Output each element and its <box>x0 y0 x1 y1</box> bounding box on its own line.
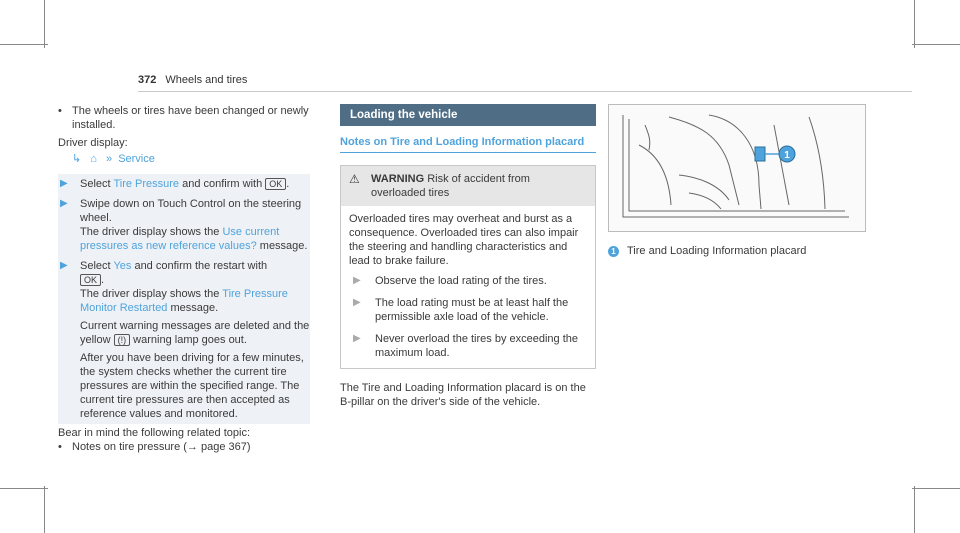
crop-mark <box>44 486 45 533</box>
related-label: Bear in mind the following related topic: <box>58 427 250 439</box>
crop-mark <box>44 0 45 48</box>
step-arrow-icon: ▶ <box>353 275 361 286</box>
column-1 <box>58 104 310 458</box>
bullet-icon: • <box>58 441 62 453</box>
message-use-current: Use current pressures as new reference values? <box>80 226 280 252</box>
nav-path <box>58 152 310 166</box>
related-link[interactable]: Notes on tire pressure (→ page 367) <box>72 441 251 453</box>
crop-mark <box>914 486 915 533</box>
step-arrow-icon: ▶ <box>60 260 68 271</box>
step-3-para: After you have been driving for a few minutes, the system checks whether the current tire pressures are within the specified range. The current tire pressures are then accepted as reference values and monitored. <box>80 352 304 420</box>
ok-key-icon: OK <box>80 274 101 286</box>
nav-chevron-icon: » <box>106 153 113 165</box>
crop-mark <box>0 44 48 45</box>
warning-step: ▶ The load rating must be at least half the permissible axle load of the vehicle. <box>349 290 587 326</box>
home-icon: ⌂ <box>90 153 97 165</box>
step-2: ▶ Swipe down on Touch Control on the steering wheel. The driver display shows the Use current pressures as new reference values? message. <box>58 194 310 256</box>
page-number: 372 <box>138 74 157 86</box>
warning-header <box>341 166 595 206</box>
crop-mark <box>912 488 960 489</box>
page-header <box>138 74 247 86</box>
column-3 <box>608 104 864 258</box>
section-title: Loading the vehicle <box>340 104 596 126</box>
step-3: ▶ Select Yes and confirm the restart with OK . The driver display shows the Tire Pressure Monitor Restarted message. Current warning messages are deleted and the yellow (!) warning lamp goes out. After you have been driving for a few minutes, the system checks whether the current tire pressures are within the specified range. The current tire pressures are then accepted as reference values and monitored. <box>60 260 310 420</box>
callout-1-icon: 1 <box>608 246 619 257</box>
tire-warning-lamp-icon: (!) <box>114 334 131 346</box>
placard-location-text: The Tire and Loading Information placard is on the B-pillar on the driver's side of the vehicle. <box>340 382 586 408</box>
warning-box <box>340 165 596 369</box>
step-arrow-icon: ▶ <box>353 333 361 344</box>
crop-mark <box>914 0 915 48</box>
figure-caption <box>608 244 864 258</box>
warning-triangle-icon: ⚠ <box>349 172 360 186</box>
b-pillar-illustration <box>608 104 866 232</box>
warning-body-text: Overloaded tires may overheat and burst as a consequence. Overloaded tires can also impair the steering and handling characteristics and lead to brake failure. <box>349 213 579 267</box>
column-2 <box>340 104 596 409</box>
crop-mark <box>0 488 48 489</box>
ok-key-icon: OK <box>265 178 286 190</box>
driver-display-label: Driver display: <box>58 137 128 149</box>
step-2-text: Swipe down on Touch Control on the steering wheel. <box>80 198 302 224</box>
warning-label: WARNING <box>371 173 425 185</box>
list-item <box>58 104 310 132</box>
warning-step: ▶ Observe the load rating of the tires. <box>349 268 587 290</box>
chapter-title: Wheels and tires <box>165 74 248 86</box>
placard-marker <box>755 147 765 161</box>
menu-tire-pressure: Tire Pressure <box>113 178 180 190</box>
warning-head-text: Risk of accident from overloaded tires <box>371 173 530 199</box>
nav-service: Service <box>118 153 155 165</box>
header-divider <box>138 91 912 92</box>
crop-mark <box>912 44 960 45</box>
caption-text: Tire and Loading Information placard <box>627 245 807 257</box>
callout-1-number: 1 <box>784 150 790 161</box>
bullet-icon: • <box>58 105 62 117</box>
intro-bullet-text: The wheels or tires have been changed or newly installed. <box>72 105 309 131</box>
warning-step: ▶ Never overload the tires by exceeding the maximum load. <box>349 326 587 362</box>
step-arrow-icon: ▶ <box>353 297 361 308</box>
step-1: ▶ Select Tire Pressure and confirm with OK . <box>60 178 290 190</box>
subheading: Notes on Tire and Loading Information placard <box>340 136 596 153</box>
message-restarted: Tire Pressure Monitor Restarted <box>80 288 288 314</box>
list-item <box>58 440 310 454</box>
nav-arrow-icon: ↳ <box>72 153 82 165</box>
step-block <box>58 174 310 424</box>
step-arrow-icon: ▶ <box>60 198 68 209</box>
option-yes: Yes <box>113 260 132 272</box>
warning-body <box>341 206 595 368</box>
door-frame-drawing <box>609 105 865 231</box>
step-arrow-icon: ▶ <box>60 178 68 189</box>
